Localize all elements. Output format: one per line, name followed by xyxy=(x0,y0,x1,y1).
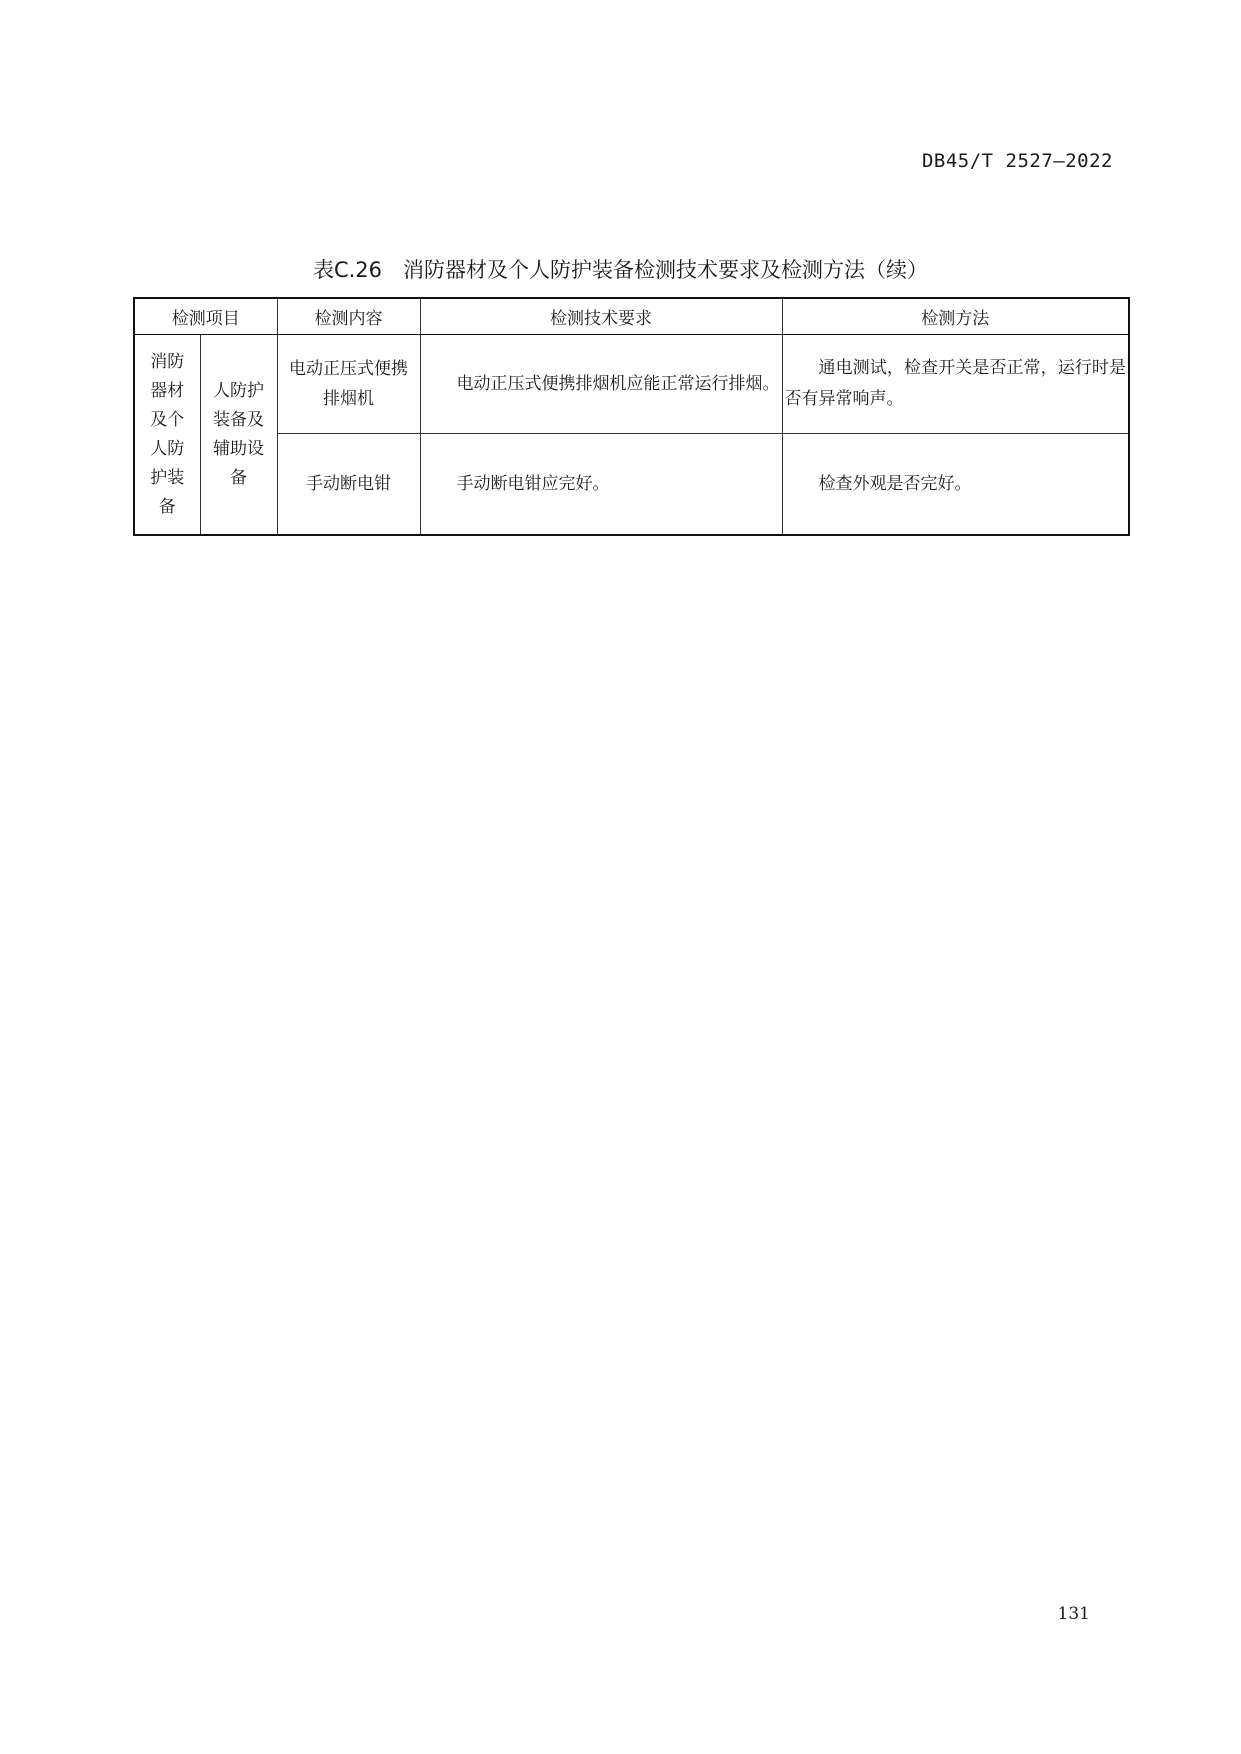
table-title: 表C.26 消防器材及个人防护装备检测技术要求及检测方法（续） xyxy=(312,258,929,282)
header-technical-requirement: 检测技术要求 xyxy=(420,298,782,335)
method-cell: 检查外观是否完好。 xyxy=(782,434,1129,536)
header-inspection-item: 检测项目 xyxy=(134,298,277,335)
table-header-row xyxy=(134,298,1129,335)
header-inspection-content: 检测内容 xyxy=(277,298,420,335)
table-row xyxy=(134,335,1129,434)
requirement-cell: 电动正压式便携排烟机应能正常运行排烟。 xyxy=(420,335,782,434)
subcategory-cell: 人防护装备及辅助设备 xyxy=(200,335,277,536)
header-inspection-method: 检测方法 xyxy=(782,298,1129,335)
spec-table xyxy=(133,297,1130,536)
category-cell: 消防器材及个人防护装备 xyxy=(134,335,200,536)
method-cell: 通电测试，检查开关是否正常，运行时是否有异常响声。 xyxy=(782,335,1129,434)
content-cell: 电动正压式便携排烟机 xyxy=(277,335,420,434)
standard-code: DB45/T 2527—2022 xyxy=(921,150,1113,172)
requirement-cell: 手动断电钳应完好。 xyxy=(420,434,782,536)
content-cell: 手动断电钳 xyxy=(277,434,420,536)
page-number: 131 xyxy=(1057,1604,1090,1624)
table-row xyxy=(134,434,1129,536)
